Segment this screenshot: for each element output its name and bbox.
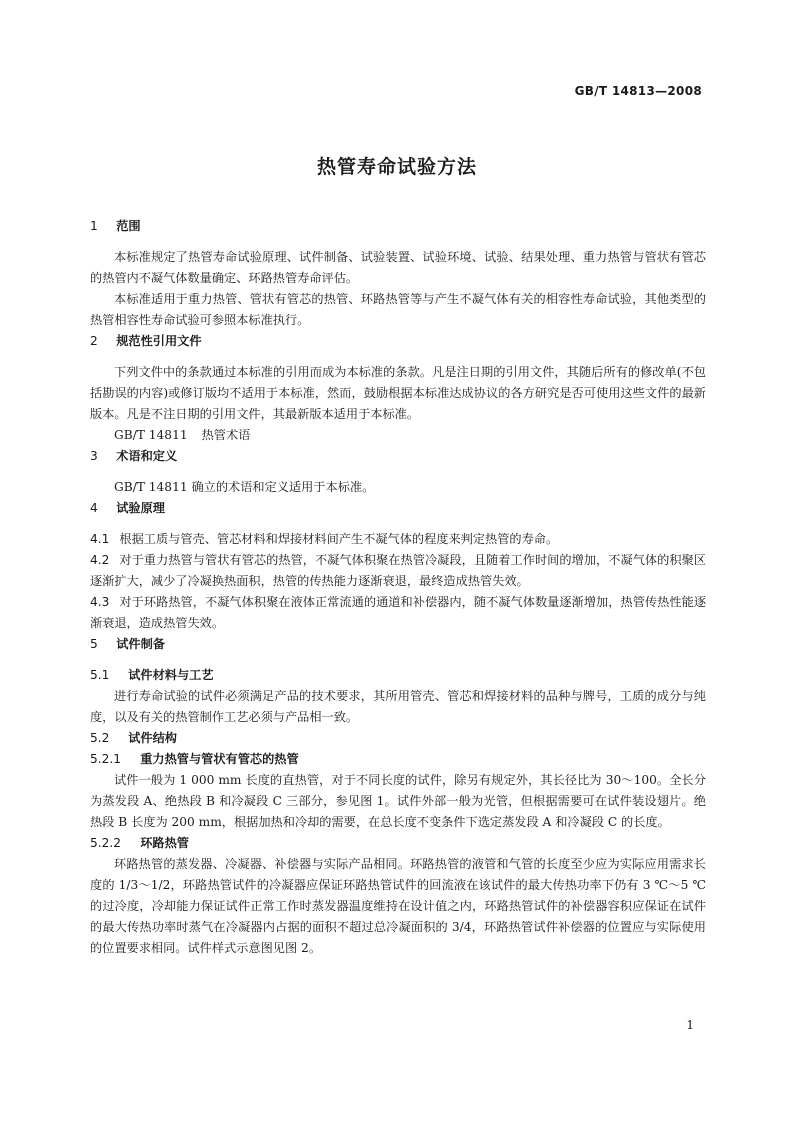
clause-4-3-number: 4.3 [90,595,110,609]
subsection-5-2-2-heading: 5.2.2 环路热管 [90,836,189,850]
document-body [90,216,706,959]
clause-4-2 [90,550,706,592]
clause-4-2-number: 4.2 [90,553,110,567]
section-1-title: 范围 [116,219,141,233]
section-1-paragraph-1: 本标准规定了热管寿命试验原理、试件制备、试验装置、试验环境、试验、结果处理、重力热管与管状有管芯的热管内不凝气体数量确定、环路热管寿命评估。 [90,250,706,285]
section-3-title: 术语和定义 [116,449,178,463]
section-2-heading: 2 规范性引用文件 [90,334,202,348]
clause-4-1-text: 根据工质与管壳、管芯材料和焊接材料间产生不凝气体的程度来判定热管的寿命。 [119,532,559,546]
clause-4-1 [90,529,706,550]
clause-4-1-number: 4.1 [90,532,110,546]
page-number: 1 [686,1018,694,1032]
subsection-5-1-heading: 5.1 试件材料与工艺 [90,668,214,682]
section-1-heading: 1 范围 [90,219,141,233]
section-2-title: 规范性引用文件 [116,334,202,348]
section-2-paragraph-1: 下列文件中的条款通过本标准的引用而成为本标准的条款。凡是注日期的引用文件，其随后所有的修改单(不包括勘误的内容)或修订版均不适用于本标准，然而，鼓励根据本标准达成协议的各方研究是否可使用这些文件的最新版本。凡是不注日期的引用文件，其最新版本适用于本标准。 [90,365,706,421]
subsection-5-2-2-paragraph: 环路热管的蒸发器、冷凝器、补偿器与实际产品相同。环路热管的液管和气管的长度至少应为实际应用需求长度的 1/3～1/2，环路热管试件的冷凝器应保证环路热管试件的回流液在该试件的最大传热功率下仍有 3 ℃～5 ℃的过冷度，冷却能力保证试件正常工作时蒸发器温度维持在设计值之内，环路热管试件的补偿器容积应保证在试件的最大传热功率时蒸气在冷凝器内占据的面积不超过总冷凝面积的 3/4，环路热管试件补偿器的位置应与实际使用的位置要求相同。试件样式示意图见图 2。 [90,857,706,955]
reference-code: GB/T 14811 [114,428,188,442]
subsection-5-1-paragraph: 进行寿命试验的试件必须满足产品的技术要求，其所用管壳、管芯和焊接材料的品种与牌号，工质的成分与纯度，以及有关的热管制作工艺必须与产品相一致。 [90,689,706,724]
subsection-5-2-2-title: 环路热管 [140,836,189,850]
section-3-paragraph-1: GB/T 14811 确立的术语和定义适用于本标准。 [114,480,375,494]
section-4-heading: 4 试验原理 [90,501,165,515]
section-1-paragraph-2: 本标准适用于重力热管、管状有管芯的热管、环路热管等与产生不凝气体有关的相容性寿命试验，其他类型的热管相容性寿命试验可参照本标准执行。 [90,292,706,327]
section-4-title: 试验原理 [116,501,165,515]
clause-4-3 [90,592,706,634]
standard-code: GB/T 14813—2008 [574,84,702,98]
subsection-5-2-1-heading: 5.2.1 重力热管与管状有管芯的热管 [90,752,299,766]
clause-4-2-text: 对于重力热管与管状有管芯的热管，不凝气体积聚在热管冷凝段，且随着工作时间的增加，不凝气体的积聚区逐渐扩大，减少了冷凝换热面积，热管的传热能力逐渐衰退，最终造成热管失效。 [90,553,706,588]
subsection-5-1-title: 试件材料与工艺 [128,668,214,682]
document-title: 热管寿命试验方法 [316,156,477,178]
reference-title: 热管术语 [201,428,251,442]
clause-4-3-text: 对于环路热管，不凝气体积聚在液体正常流通的通道和补偿器内，随不凝气体数量逐渐增加，热管传热性能逐渐衰退，造成热管失效。 [90,595,706,630]
section-5-heading: 5 试件制备 [90,637,165,651]
subsection-5-2-1-paragraph: 试件一般为 1 000 mm 长度的直热管，对于不同长度的试件，除另有规定外，其长径比为 30～100。全长分为蒸发段 A、绝热段 B 和冷凝段 C 三部分，参见图 1。试件外部一般为光管，但根据需要可在试件装设翅片。绝热段 B 长度为 200 mm，根据加热和冷却的需要，在总长度不变条件下选定蒸发段 A 和冷凝段 C 的长度。 [90,773,706,829]
subsection-5-2-title: 试件结构 [128,731,177,745]
normative-reference [90,425,706,446]
section-3-heading: 3 术语和定义 [90,449,178,463]
section-5-title: 试件制备 [116,637,165,651]
subsection-5-2-1-title: 重力热管与管状有管芯的热管 [140,752,299,766]
subsection-5-2-heading: 5.2 试件结构 [90,731,177,745]
